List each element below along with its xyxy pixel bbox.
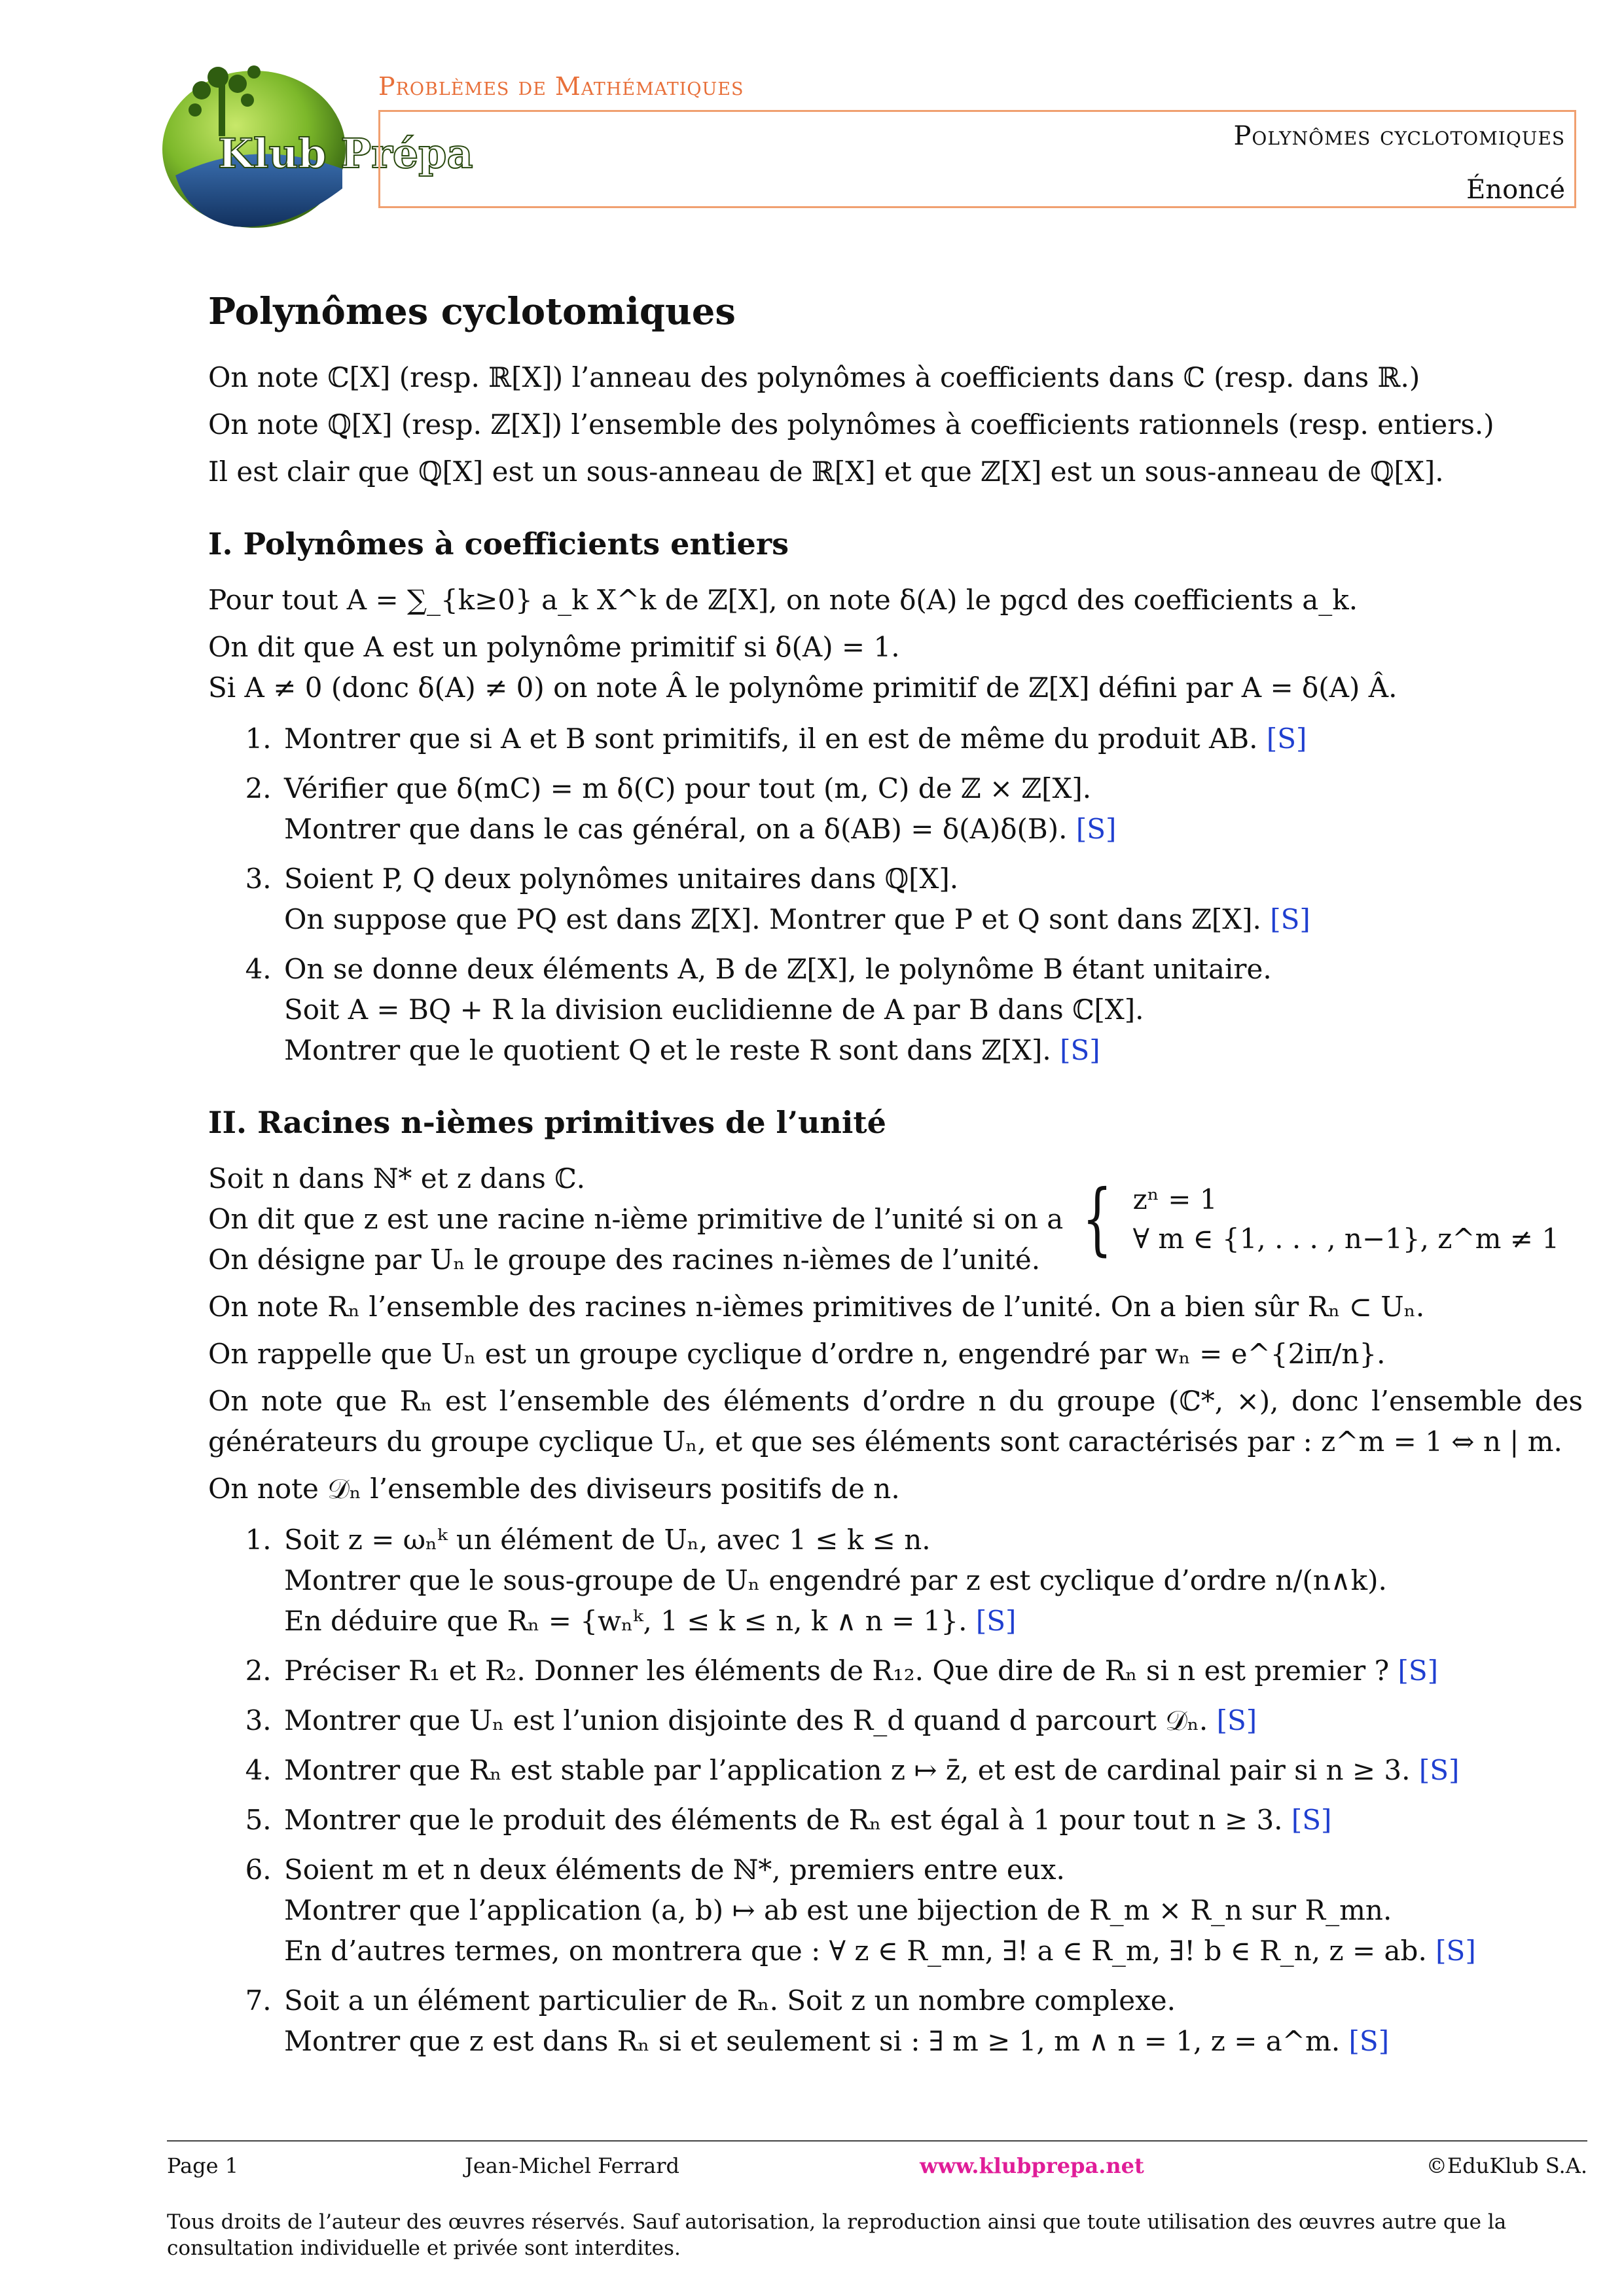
author-name: Jean-Michel Ferrard — [465, 2153, 679, 2178]
intro-line-3: Il est clair que ℚ[X] est un sous-anneau de ℝ[X] et que ℤ[X] est un sous-anneau de ℚ[X]. — [208, 456, 1444, 488]
s2-group-un: On désigne par Uₙ le groupe des racines n-ièmes de l’unité. — [208, 1244, 1041, 1276]
solution-link[interactable]: [S] — [1291, 1804, 1332, 1836]
solution-link[interactable]: [S] — [1348, 2025, 1390, 2057]
question-text: Montrer que Uₙ est l’union disjointe des R_d quand d parcourt 𝒟ₙ. — [284, 1704, 1208, 1736]
s2-question-6 — [280, 1850, 1583, 1971]
question-text: Soit a un élément particulier de Rₙ. Soit z un nombre complexe. Montrer que z est dans Rₙ si et seulement si : ∃ m ≥ 1, m ∧ n = 1, z = a^m. — [284, 1984, 1341, 2057]
s2-primitive-root-def: On dit que z est une racine n-ième primitive de l’unité si on a — [208, 1203, 1064, 1235]
intro-line-2: On note ℚ[X] (resp. ℤ[X]) l’ensemble des polynômes à coefficients rationnels (resp. entiers.) — [208, 408, 1494, 440]
footer-divider — [167, 2140, 1587, 2142]
section-2-heading: II. Racines n-ièmes primitives de l’unité — [208, 1105, 886, 1140]
s1-question-4 — [280, 949, 1583, 1071]
s2-definition-block — [208, 1158, 1583, 1280]
s2-question-7 — [280, 1981, 1583, 2062]
question-text: Montrer que le produit des éléments de Rₙ est égal à 1 pour tout n ≥ 3. — [284, 1804, 1283, 1836]
question-text: Préciser R₁ et R₂. Donner les éléments de R₁₂. Que dire de Rₙ si n est premier ? — [284, 1655, 1390, 1687]
header-doc-subtitle: Énoncé — [1466, 175, 1565, 205]
header-box — [378, 110, 1576, 208]
document-title: Polynômes cyclotomiques — [208, 290, 736, 333]
s2-rn-def: On note Rₙ l’ensemble des racines n-ièmes primitives de l’unité. On a bien sûr Rₙ ⊂ Uₙ. — [208, 1291, 1425, 1323]
cases-system — [1072, 1174, 1560, 1265]
s2-question-5 — [280, 1800, 1583, 1840]
klub-prepa-logo — [156, 58, 473, 233]
s2-question-2 — [280, 1651, 1583, 1691]
question-text: Soit z = ωₙᵏ un élément de Uₙ, avec 1 ≤ k ≤ n. Montrer que le sous-groupe de Uₙ engendré par z est cyclique d’ordre n/(n∧k). En déduire que Rₙ = {wₙᵏ, 1 ≤ k ≤ n, k ∧ n = 1}. — [284, 1524, 1387, 1637]
s1-definition-hat: Si A ≠ 0 (donc δ(A) ≠ 0) on note Â le polynôme primitif de ℤ[X] défini par A = δ(A) Â. — [208, 672, 1398, 704]
case-line-1: zⁿ = 1 — [1132, 1183, 1218, 1215]
header-doc-title: Polynômes cyclotomiques — [1233, 121, 1565, 151]
question-text: On se donne deux éléments A, B de ℤ[X], le polynôme B étant unitaire. Soit A = BQ + R la division euclidienne de A par B dans ℂ[X]. Montrer que le quotient Q et le reste R sont dans ℤ[X]. — [284, 953, 1272, 1066]
logo-lettering: Klub Prépa — [218, 130, 473, 177]
page-number: Page 1 — [167, 2153, 239, 2178]
s2-order-characterization: On note que Rₙ est l’ensemble des éléments d’ordre n du groupe (ℂ*, ×), donc l’ensemble des générateurs du groupe cyclique Uₙ, et que ses éléments sont caractérisés par : z^m = 1 ⇔ n | m. — [208, 1385, 1583, 1458]
question-text: Vérifier que δ(mC) = m δ(C) pour tout (m, C) de ℤ × ℤ[X]. Montrer que dans le cas général, on a δ(AB) = δ(A)δ(B). — [284, 772, 1092, 845]
series-title: Problèmes de Mathématiques — [378, 72, 744, 101]
solution-link[interactable]: [S] — [1075, 813, 1117, 845]
s2-question-1 — [280, 1520, 1583, 1641]
s1-question-list — [208, 719, 1583, 1071]
question-text: Montrer que si A et B sont primitifs, il en est de même du produit AB. — [284, 723, 1258, 755]
case-line-2: ∀ m ∈ {1, . . . , n−1}, z^m ≠ 1 — [1132, 1223, 1560, 1255]
solution-link[interactable]: [S] — [1060, 1034, 1100, 1066]
s2-divisors-def: On note 𝒟ₙ l’ensemble des diviseurs positifs de n. — [208, 1473, 900, 1505]
question-text: Montrer que Rₙ est stable par l’application z ↦ z̄, et est de cardinal pair si n ≥ 3. — [284, 1754, 1411, 1786]
question-text: Soient m et n deux éléments de ℕ*, premiers entre eux. Montrer que l’application (a, b) ↦ ab est une bijection de R_m × R_n sur R_mn. En d’autres termes, on montrera que : ∀ z ∈ R_mn, ∃! a ∈ R_m, ∃! b ∈ R_n, z = ab. — [284, 1854, 1427, 1967]
document-body — [208, 288, 1583, 2071]
solution-link[interactable]: [S] — [1398, 1655, 1439, 1687]
s2-intro-line: Soit n dans ℕ* et z dans ℂ. — [208, 1162, 585, 1194]
solution-link[interactable]: [S] — [1216, 1704, 1257, 1736]
s1-question-1 — [280, 719, 1583, 759]
solution-link[interactable]: [S] — [1435, 1935, 1476, 1967]
s1-definition-primitive: On dit que A est un polynôme primitif si δ(A) = 1. — [208, 631, 900, 663]
s1-question-2 — [280, 768, 1583, 850]
website-link[interactable]: www.klubprepa.net — [920, 2153, 1144, 2178]
s2-cyclic-reminder: On rappelle que Uₙ est un groupe cyclique d’ordre n, engendré par wₙ = e^{2iπ/n}. — [208, 1338, 1386, 1370]
left-brace: { — [1082, 1174, 1113, 1265]
s2-question-4 — [280, 1750, 1583, 1791]
solution-link[interactable]: [S] — [1266, 723, 1307, 755]
s2-question-list — [208, 1520, 1583, 2062]
s2-question-3 — [280, 1700, 1583, 1741]
copyright: ©EduKlub S.A. — [1426, 2153, 1587, 2178]
solution-link[interactable]: [S] — [975, 1605, 1017, 1637]
question-text: Soient P, Q deux polynômes unitaires dans ℚ[X]. On suppose que PQ est dans ℤ[X]. Montrer que P et Q sont dans ℤ[X]. — [284, 863, 1261, 935]
intro-line-1: On note ℂ[X] (resp. ℝ[X]) l’anneau des polynômes à coefficients dans ℂ (resp. dans ℝ.) — [208, 361, 1420, 393]
solution-link[interactable]: [S] — [1418, 1754, 1460, 1786]
rights-notice: Tous droits de l’auteur des œuvres réservés. Sauf autorisation, la reproduction ainsi que toute utilisation des œuvres autre que la consultation individuelle et privée sont interdites. — [167, 2210, 1507, 2260]
solution-link[interactable]: [S] — [1270, 903, 1310, 935]
s1-question-3 — [280, 859, 1583, 940]
section-1-heading: I. Polynômes à coefficients entiers — [208, 526, 789, 562]
s1-definition-delta: Pour tout A = ∑_{k≥0} a_k X^k de ℤ[X], on note δ(A) le pgcd des coefficients a_k. — [208, 584, 1358, 616]
